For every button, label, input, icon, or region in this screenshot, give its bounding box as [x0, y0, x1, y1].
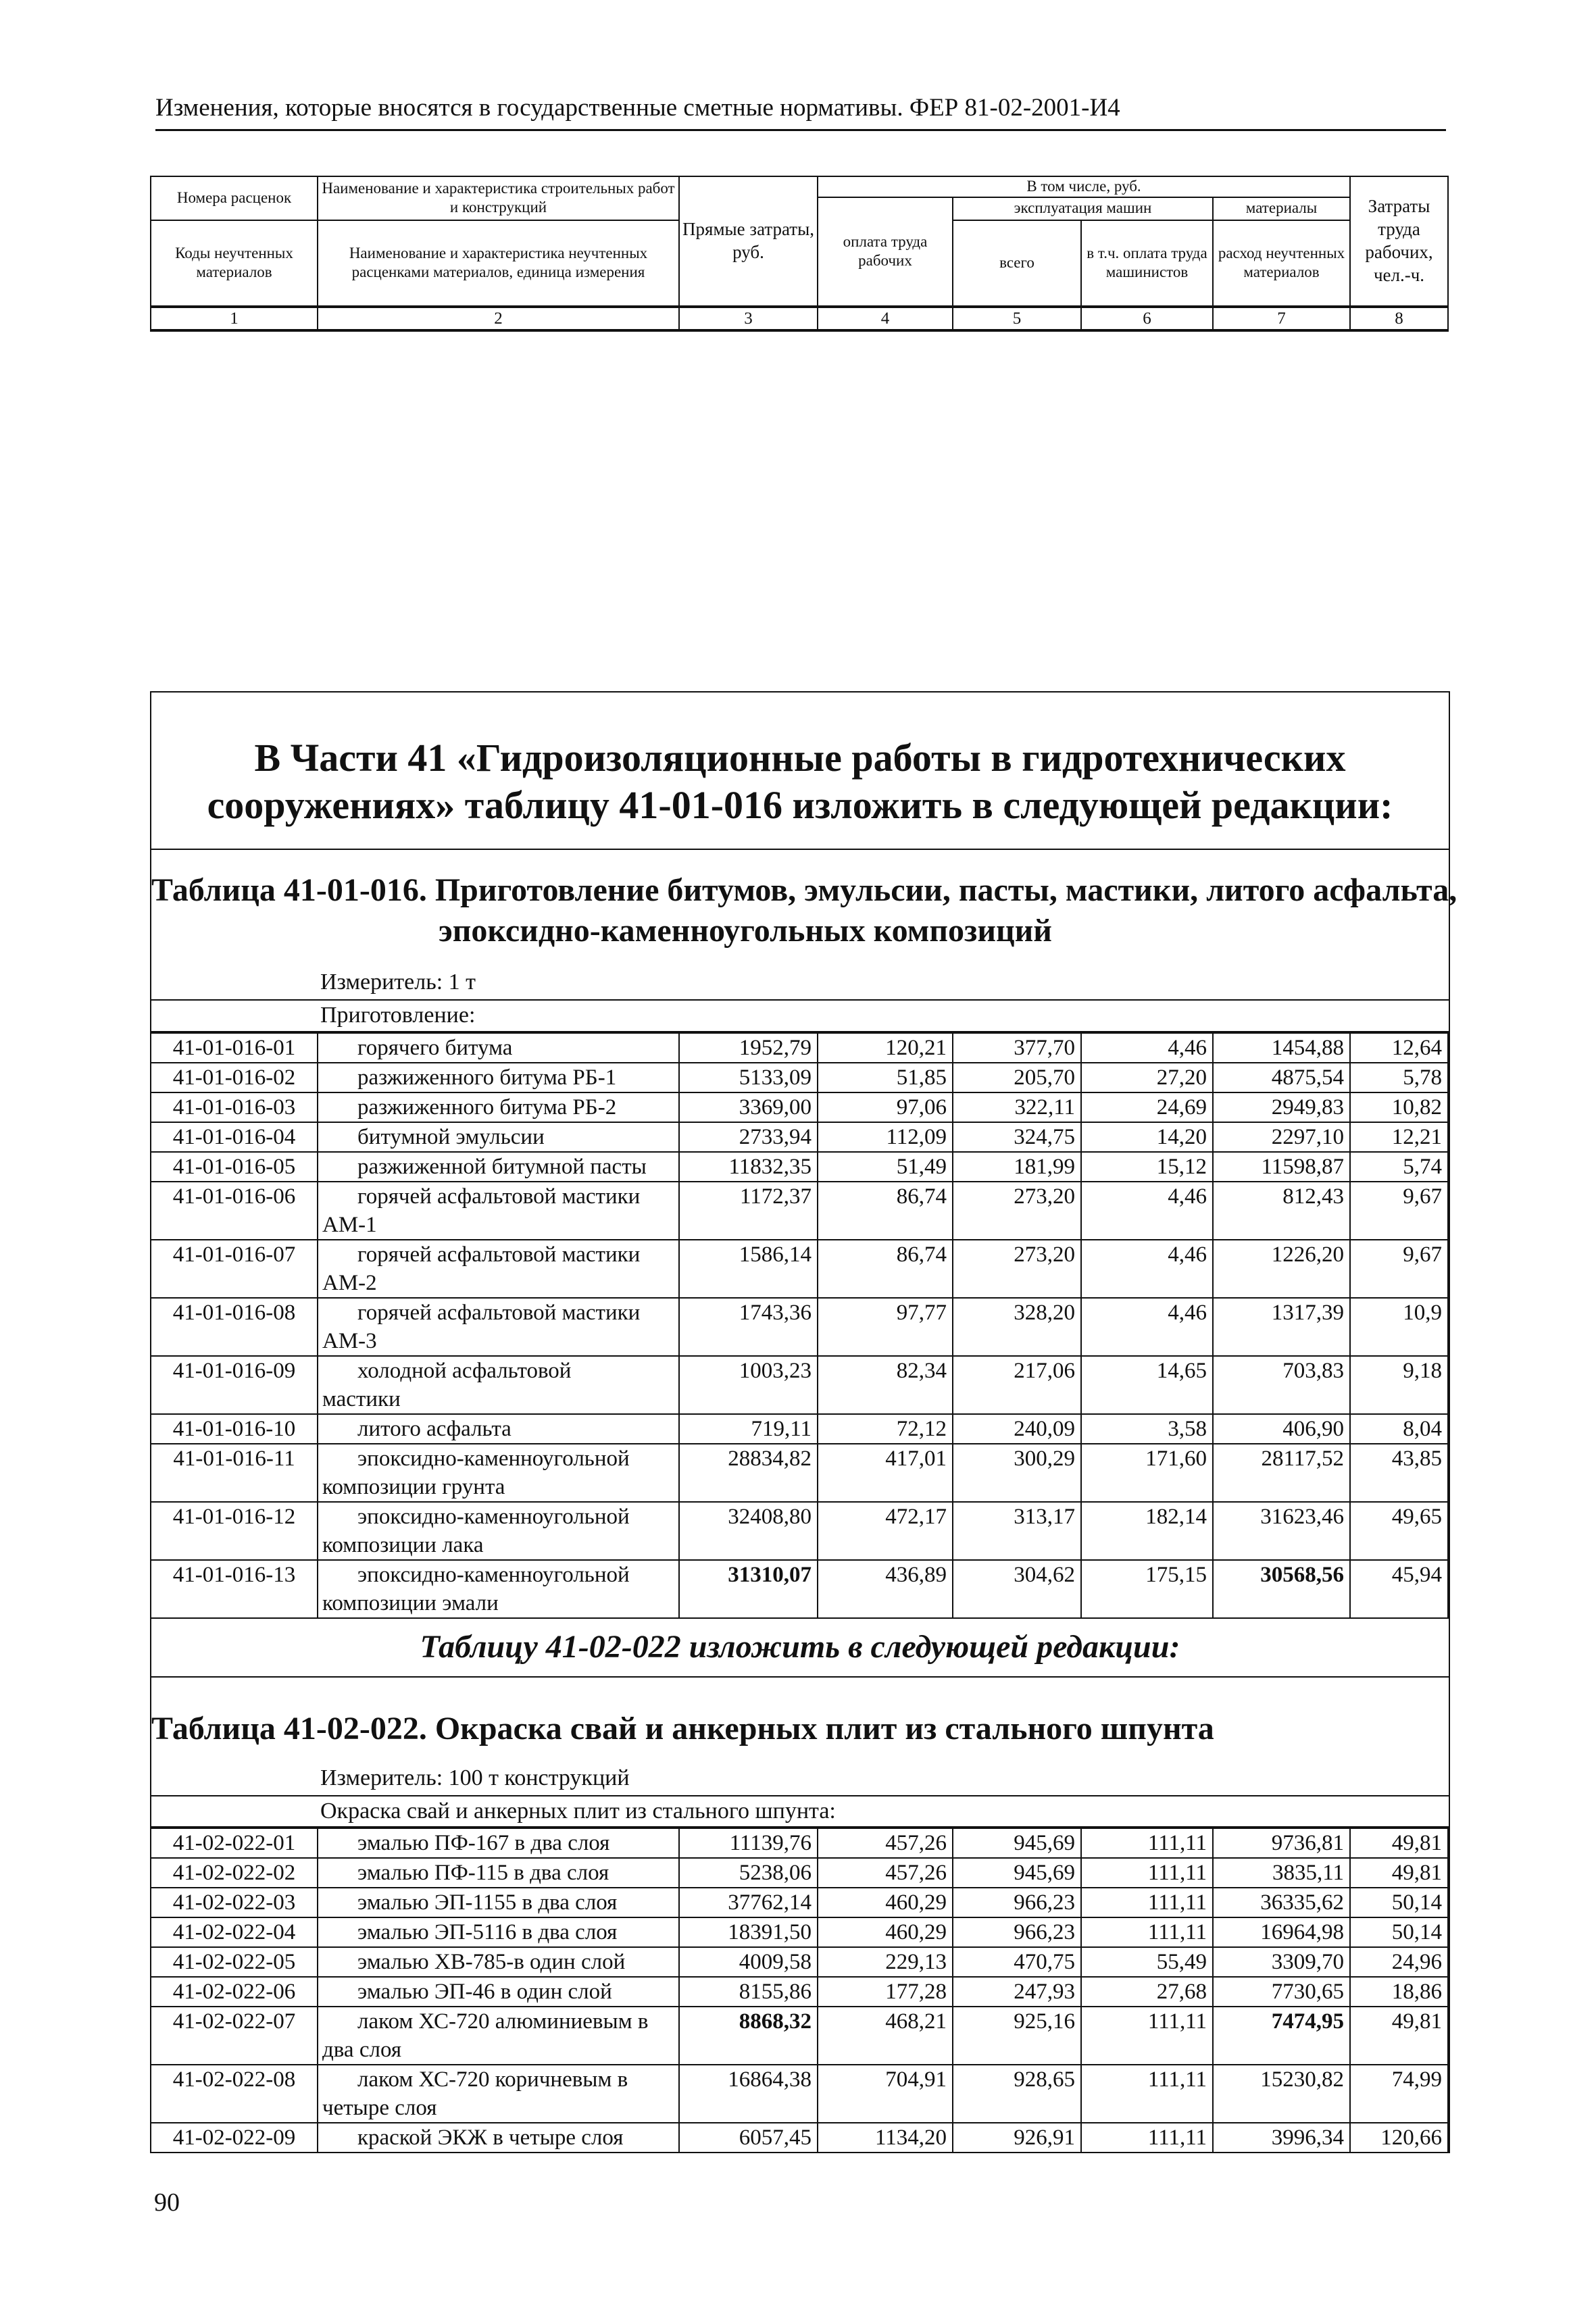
rate-code: 41-01-016-03: [151, 1092, 318, 1122]
worker-pay-value: 704,91: [818, 2065, 953, 2123]
work-name-line1: разжиженного битума РБ-1: [357, 1065, 617, 1090]
direct-costs-value: 16864,38: [679, 2065, 818, 2123]
operator-pay-value: 175,15: [1081, 1560, 1213, 1618]
labor-costs-value: 9,67: [1350, 1182, 1448, 1240]
labor-costs-value: 12,64: [1350, 1033, 1448, 1063]
table2-section: Окраска свай и анкерных плит из стального шпунта:: [151, 1796, 1449, 1828]
table-row: [151, 1502, 1448, 1560]
rate-code: 41-01-016-11: [151, 1444, 318, 1502]
work-name: [318, 1947, 679, 1977]
operator-pay-value: 27,68: [1081, 1977, 1213, 2007]
column-number: 5: [953, 307, 1081, 330]
labor-costs-value: 49,81: [1350, 1828, 1448, 1858]
direct-costs-value: 18391,50: [679, 1917, 818, 1947]
header-direct-costs: Прямые затраты, руб.: [679, 176, 818, 307]
work-name: [318, 1182, 679, 1240]
column-number: 6: [1081, 307, 1213, 330]
table2-body: [151, 1828, 1448, 2153]
table1-title-line2: эпоксидно-каменноугольных композиций: [439, 913, 1052, 949]
worker-pay-value: 51,85: [818, 1063, 953, 1092]
table1-title-line1: Таблица 41-01-016. Приготовление битумов, эмульсии, пасты, мастики, литого асфальта,: [151, 872, 1457, 909]
operator-pay-value: 111,11: [1081, 1888, 1213, 1917]
rate-code: 41-02-022-04: [151, 1917, 318, 1947]
column-header-table: [150, 176, 1449, 332]
rate-code: 41-02-022-05: [151, 1947, 318, 1977]
material-usage-value: 1317,39: [1213, 1298, 1350, 1356]
table-row: [151, 1947, 1448, 1977]
header-labor-costs: Затраты труда рабочих, чел.-ч.: [1350, 176, 1448, 307]
rate-code: 41-02-022-01: [151, 1828, 318, 1858]
table1-section: Приготовление:: [151, 1001, 1449, 1032]
material-usage-value: 3835,11: [1213, 1858, 1350, 1888]
column-number: 4: [818, 307, 953, 330]
work-name-line1: литого асфальта: [357, 1416, 512, 1441]
machines-total-value: 300,29: [953, 1444, 1081, 1502]
operator-pay-value: 3,58: [1081, 1414, 1213, 1444]
worker-pay-value: 229,13: [818, 1947, 953, 1977]
worker-pay-value: 72,12: [818, 1414, 953, 1444]
work-name: [318, 1828, 679, 1858]
operator-pay-value: 24,69: [1081, 1092, 1213, 1122]
labor-costs-value: 49,81: [1350, 1858, 1448, 1888]
table2-meter: Измеритель: 100 т конструкций: [151, 1747, 1449, 1796]
worker-pay-value: 472,17: [818, 1502, 953, 1560]
machines-total-value: 925,16: [953, 2007, 1081, 2065]
operator-pay-value: 111,11: [1081, 1917, 1213, 1947]
operator-pay-value: 182,14: [1081, 1502, 1213, 1560]
direct-costs-value: 37762,14: [679, 1888, 818, 1917]
work-name-line1: горячего битума: [357, 1035, 513, 1060]
machines-total-value: 945,69: [953, 1828, 1081, 1858]
worker-pay-value: 51,49: [818, 1152, 953, 1182]
work-name: [318, 2065, 679, 2123]
table-row: [151, 1356, 1448, 1414]
amendment-box: [150, 691, 1457, 2153]
table1-body: [151, 1033, 1448, 1618]
table2-data: [150, 1828, 1449, 2153]
page-number: 90: [154, 2188, 180, 2217]
table-row: [151, 2123, 1448, 2153]
direct-costs-value: 719,11: [679, 1414, 818, 1444]
direct-costs-value: 5133,09: [679, 1063, 818, 1092]
direct-costs-value: 8868,32: [679, 2007, 818, 2065]
rate-code: 41-02-022-09: [151, 2123, 318, 2153]
header-including: В том числе, руб.: [818, 176, 1350, 197]
operator-pay-value: 111,11: [1081, 2123, 1213, 2153]
labor-costs-value: 45,94: [1350, 1560, 1448, 1618]
work-name-line1: эмалью ПФ-167 в два слоя: [357, 1831, 610, 1856]
work-name-line1: лаком ХС-720 коричневым в: [357, 2067, 628, 2092]
column-number-row: [151, 307, 1448, 330]
material-usage-value: 1226,20: [1213, 1240, 1350, 1298]
table-row: [151, 1444, 1448, 1502]
column-number: 2: [318, 307, 679, 330]
operator-pay-value: 111,11: [1081, 1858, 1213, 1888]
direct-costs-value: 1586,14: [679, 1240, 818, 1298]
machines-total-value: 322,11: [953, 1092, 1081, 1122]
material-usage-value: 16964,98: [1213, 1917, 1350, 1947]
machines-total-value: 470,75: [953, 1947, 1081, 1977]
machines-total-value: 377,70: [953, 1033, 1081, 1063]
labor-costs-value: 9,67: [1350, 1240, 1448, 1298]
table-row: [151, 1092, 1448, 1122]
material-usage-value: 703,83: [1213, 1356, 1350, 1414]
material-usage-value: 15230,82: [1213, 2065, 1350, 2123]
column-number: 7: [1213, 307, 1350, 330]
work-name: [318, 1033, 679, 1063]
labor-costs-value: 49,81: [1350, 2007, 1448, 2065]
direct-costs-value: 1743,36: [679, 1298, 818, 1356]
work-name-line1: краской ЭКЖ в четыре слоя: [357, 2126, 624, 2150]
operator-pay-value: 111,11: [1081, 2007, 1213, 2065]
labor-costs-value: 9,18: [1350, 1356, 1448, 1414]
worker-pay-value: 86,74: [818, 1182, 953, 1240]
labor-costs-value: 43,85: [1350, 1444, 1448, 1502]
work-name: [318, 1502, 679, 1560]
labor-costs-value: 5,78: [1350, 1063, 1448, 1092]
rate-code: 41-01-016-08: [151, 1298, 318, 1356]
material-usage-value: 7730,65: [1213, 1977, 1350, 2007]
direct-costs-value: 1952,79: [679, 1033, 818, 1063]
machines-total-value: 313,17: [953, 1502, 1081, 1560]
work-name-line2: два слоя: [322, 2038, 401, 2063]
operator-pay-value: 111,11: [1081, 1828, 1213, 1858]
worker-pay-value: 86,74: [818, 1240, 953, 1298]
operator-pay-value: 15,12: [1081, 1152, 1213, 1182]
labor-costs-value: 18,86: [1350, 1977, 1448, 2007]
work-name-line1: эпоксидно-каменноугольной: [357, 1446, 630, 1471]
operator-pay-value: 14,20: [1081, 1122, 1213, 1152]
work-name-line2: композиции грунта: [322, 1474, 505, 1499]
header-work-name: Наименование и характеристика строительных работ и конструкций: [318, 176, 679, 220]
header-material-name: Наименование и характеристика неучтенных расценками материалов, единица измерения: [318, 220, 679, 307]
work-name-line1: эмалью ЭП-1155 в два слоя: [357, 1890, 618, 1915]
work-name: [318, 1858, 679, 1888]
table1-data: [150, 1032, 1449, 1619]
rate-code: 41-02-022-07: [151, 2007, 318, 2065]
direct-costs-value: 2733,94: [679, 1122, 818, 1152]
direct-costs-value: 1172,37: [679, 1182, 818, 1240]
table-row: [151, 1063, 1448, 1092]
rate-code: 41-02-022-03: [151, 1888, 318, 1917]
direct-costs-value: 32408,80: [679, 1502, 818, 1560]
rate-code: 41-01-016-04: [151, 1122, 318, 1152]
machines-total-value: 181,99: [953, 1152, 1081, 1182]
column-number: 8: [1350, 307, 1448, 330]
machines-total-value: 217,06: [953, 1356, 1081, 1414]
material-usage-value: 812,43: [1213, 1182, 1350, 1240]
worker-pay-value: 177,28: [818, 1977, 953, 2007]
machines-total-value: 205,70: [953, 1063, 1081, 1092]
rate-code: 41-01-016-01: [151, 1033, 318, 1063]
rate-code: 41-02-022-08: [151, 2065, 318, 2123]
worker-pay-value: 417,01: [818, 1444, 953, 1502]
rate-code: 41-01-016-02: [151, 1063, 318, 1092]
operator-pay-value: 4,46: [1081, 1182, 1213, 1240]
table-row: [151, 1152, 1448, 1182]
work-name: [318, 1917, 679, 1947]
work-name: [318, 1560, 679, 1618]
worker-pay-value: 457,26: [818, 1858, 953, 1888]
direct-costs-value: 5238,06: [679, 1858, 818, 1888]
table-row: [151, 1122, 1448, 1152]
labor-costs-value: 120,66: [1350, 2123, 1448, 2153]
machines-total-value: 247,93: [953, 1977, 1081, 2007]
machines-total-value: 966,23: [953, 1888, 1081, 1917]
operator-pay-value: 4,46: [1081, 1240, 1213, 1298]
table-row: [151, 1298, 1448, 1356]
labor-costs-value: 5,74: [1350, 1152, 1448, 1182]
work-name: [318, 2007, 679, 2065]
material-usage-value: 4875,54: [1213, 1063, 1350, 1092]
rate-code: 41-02-022-02: [151, 1858, 318, 1888]
work-name-line1: горячей асфальтовой мастики: [357, 1242, 641, 1267]
column-number: 1: [151, 307, 318, 330]
work-name-line1: горячей асфальтовой мастики: [357, 1300, 641, 1325]
table-row: [151, 1858, 1448, 1888]
operator-pay-value: 14,65: [1081, 1356, 1213, 1414]
rate-code: 41-01-016-05: [151, 1152, 318, 1182]
amendment-banner: В Части 41 «Гидроизоляционные работы в гидротехнических сооружениях» таблицу 41-01-016 изложить в следующей редакции:: [151, 693, 1449, 850]
work-name-line1: эмалью ПФ-115 в два слоя: [357, 1861, 609, 1886]
labor-costs-value: 74,99: [1350, 2065, 1448, 2123]
table-row: [151, 1917, 1448, 1947]
header-operator-pay: в т.ч. оплата труда машинистов: [1081, 220, 1213, 307]
work-name: [318, 1888, 679, 1917]
table-row: [151, 1414, 1448, 1444]
operator-pay-value: 4,46: [1081, 1033, 1213, 1063]
material-usage-value: 30568,56: [1213, 1560, 1350, 1618]
direct-costs-value: 3369,00: [679, 1092, 818, 1122]
material-usage-value: 3309,70: [1213, 1947, 1350, 1977]
work-name: [318, 1063, 679, 1092]
work-name: [318, 1092, 679, 1122]
rate-code: 41-01-016-07: [151, 1240, 318, 1298]
work-name-line1: лаком ХС-720 алюминиевым в: [357, 2009, 649, 2034]
machines-total-value: 273,20: [953, 1182, 1081, 1240]
work-name-line2: мастики: [322, 1386, 401, 1411]
operator-pay-value: 27,20: [1081, 1063, 1213, 1092]
work-name-line1: разжиженного битума РБ-2: [357, 1095, 617, 1120]
work-name: [318, 2123, 679, 2153]
machines-total-value: 240,09: [953, 1414, 1081, 1444]
material-usage-value: 28117,52: [1213, 1444, 1350, 1502]
rate-code: 41-01-016-12: [151, 1502, 318, 1560]
labor-costs-value: 10,9: [1350, 1298, 1448, 1356]
table-row: [151, 1182, 1448, 1240]
labor-costs-value: 10,82: [1350, 1092, 1448, 1122]
worker-pay-value: 112,09: [818, 1122, 953, 1152]
work-name-line1: разжиженной битумной пасты: [357, 1154, 647, 1179]
column-number: 3: [679, 307, 818, 330]
header-material-codes: Коды неучтенных материалов: [151, 220, 318, 307]
labor-costs-value: 24,96: [1350, 1947, 1448, 1977]
work-name-line2: четыре слоя: [322, 2096, 437, 2121]
labor-costs-value: 8,04: [1350, 1414, 1448, 1444]
labor-costs-value: 49,65: [1350, 1502, 1448, 1560]
material-usage-value: 2949,83: [1213, 1092, 1350, 1122]
work-name: [318, 1444, 679, 1502]
worker-pay-value: 468,21: [818, 2007, 953, 2065]
machines-total-value: 328,20: [953, 1298, 1081, 1356]
worker-pay-value: 97,06: [818, 1092, 953, 1122]
worker-pay-value: 97,77: [818, 1298, 953, 1356]
direct-costs-value: 1003,23: [679, 1356, 818, 1414]
material-usage-value: 7474,95: [1213, 2007, 1350, 2065]
machines-total-value: 273,20: [953, 1240, 1081, 1298]
table-row: [151, 1828, 1448, 1858]
material-usage-value: 11598,87: [1213, 1152, 1350, 1182]
work-name-line1: эпоксидно-каменноугольной: [357, 1504, 630, 1529]
work-name-line2: композиции эмали: [322, 1590, 499, 1615]
header-machines: эксплуатация машин: [953, 197, 1213, 220]
work-name-line1: эмалью ЭП-5116 в два слоя: [357, 1920, 618, 1945]
machines-total-value: 324,75: [953, 1122, 1081, 1152]
work-name-line1: эмалью ЭП-46 в один слой: [357, 1980, 612, 2005]
sub-banner: Таблицу 41-02-022 изложить в следующей редакции:: [151, 1619, 1449, 1678]
header-materials: материалы: [1213, 197, 1350, 220]
work-name-line2: АМ-2: [322, 1270, 377, 1295]
work-name: [318, 1298, 679, 1356]
table1-title: [151, 850, 1457, 951]
labor-costs-value: 50,14: [1350, 1888, 1448, 1917]
work-name: [318, 1414, 679, 1444]
rate-code: 41-01-016-09: [151, 1356, 318, 1414]
direct-costs-value: 4009,58: [679, 1947, 818, 1977]
direct-costs-value: 11832,35: [679, 1152, 818, 1182]
worker-pay-value: 460,29: [818, 1917, 953, 1947]
table-row: [151, 1560, 1448, 1618]
work-name-line1: холодной асфальтовой: [357, 1358, 572, 1383]
work-name: [318, 1152, 679, 1182]
header-worker-pay: оплата труда рабочих: [818, 197, 953, 307]
work-name-line1: эмалью ХВ-785-в один слой: [357, 1950, 626, 1975]
work-name: [318, 1977, 679, 2007]
material-usage-value: 1454,88: [1213, 1033, 1350, 1063]
operator-pay-value: 171,60: [1081, 1444, 1213, 1502]
rate-code: 41-02-022-06: [151, 1977, 318, 2007]
machines-total-value: 928,65: [953, 2065, 1081, 2123]
work-name: [318, 1356, 679, 1414]
work-name-line1: битумной эмульсии: [357, 1124, 545, 1149]
operator-pay-value: 55,49: [1081, 1947, 1213, 1977]
direct-costs-value: 8155,86: [679, 1977, 818, 2007]
labor-costs-value: 12,21: [1350, 1122, 1448, 1152]
worker-pay-value: 82,34: [818, 1356, 953, 1414]
work-name-line2: АМ-3: [322, 1328, 377, 1353]
work-name-line2: АМ-1: [322, 1212, 377, 1237]
rate-code: 41-01-016-13: [151, 1560, 318, 1618]
worker-pay-value: 1134,20: [818, 2123, 953, 2153]
work-name-line1: горячей асфальтовой мастики: [357, 1184, 641, 1209]
direct-costs-value: 11139,76: [679, 1828, 818, 1858]
worker-pay-value: 120,21: [818, 1033, 953, 1063]
operator-pay-value: 4,46: [1081, 1298, 1213, 1356]
material-usage-value: 31623,46: [1213, 1502, 1350, 1560]
machines-total-value: 926,91: [953, 2123, 1081, 2153]
table-row: [151, 2065, 1448, 2123]
table2-title: Таблица 41-02-022. Окраска свай и анкерных плит из стального шпунта: [151, 1710, 1214, 1746]
worker-pay-value: 460,29: [818, 1888, 953, 1917]
machines-total-value: 304,62: [953, 1560, 1081, 1618]
table-row: [151, 1240, 1448, 1298]
worker-pay-value: 436,89: [818, 1560, 953, 1618]
header-machines-total: всего: [953, 220, 1081, 307]
labor-costs-value: 50,14: [1350, 1917, 1448, 1947]
table-row: [151, 2007, 1448, 2065]
header-material-usage: расход неучтенных материалов: [1213, 220, 1350, 307]
material-usage-value: 36335,62: [1213, 1888, 1350, 1917]
material-usage-value: 9736,81: [1213, 1828, 1350, 1858]
material-usage-value: 2297,10: [1213, 1122, 1350, 1152]
operator-pay-value: 111,11: [1081, 2065, 1213, 2123]
direct-costs-value: 31310,07: [679, 1560, 818, 1618]
worker-pay-value: 457,26: [818, 1828, 953, 1858]
machines-total-value: 966,23: [953, 1917, 1081, 1947]
material-usage-value: 406,90: [1213, 1414, 1350, 1444]
work-name: [318, 1122, 679, 1152]
table-row: [151, 1033, 1448, 1063]
header-codes: Номера расценок: [151, 176, 318, 220]
table-row: [151, 1888, 1448, 1917]
direct-costs-value: 6057,45: [679, 2123, 818, 2153]
material-usage-value: 3996,34: [1213, 2123, 1350, 2153]
rate-code: 41-01-016-10: [151, 1414, 318, 1444]
work-name-line1: эпоксидно-каменноугольной: [357, 1562, 630, 1587]
direct-costs-value: 28834,82: [679, 1444, 818, 1502]
work-name: [318, 1240, 679, 1298]
work-name-line2: композиции лака: [322, 1532, 484, 1557]
machines-total-value: 945,69: [953, 1858, 1081, 1888]
table-row: [151, 1977, 1448, 2007]
rate-code: 41-01-016-06: [151, 1182, 318, 1240]
page-header: Изменения, которые вносятся в государственные сметные нормативы. ФЕР 81-02-2001-И4: [155, 93, 1446, 131]
table1-meter: Измеритель: 1 т: [151, 951, 1449, 1001]
